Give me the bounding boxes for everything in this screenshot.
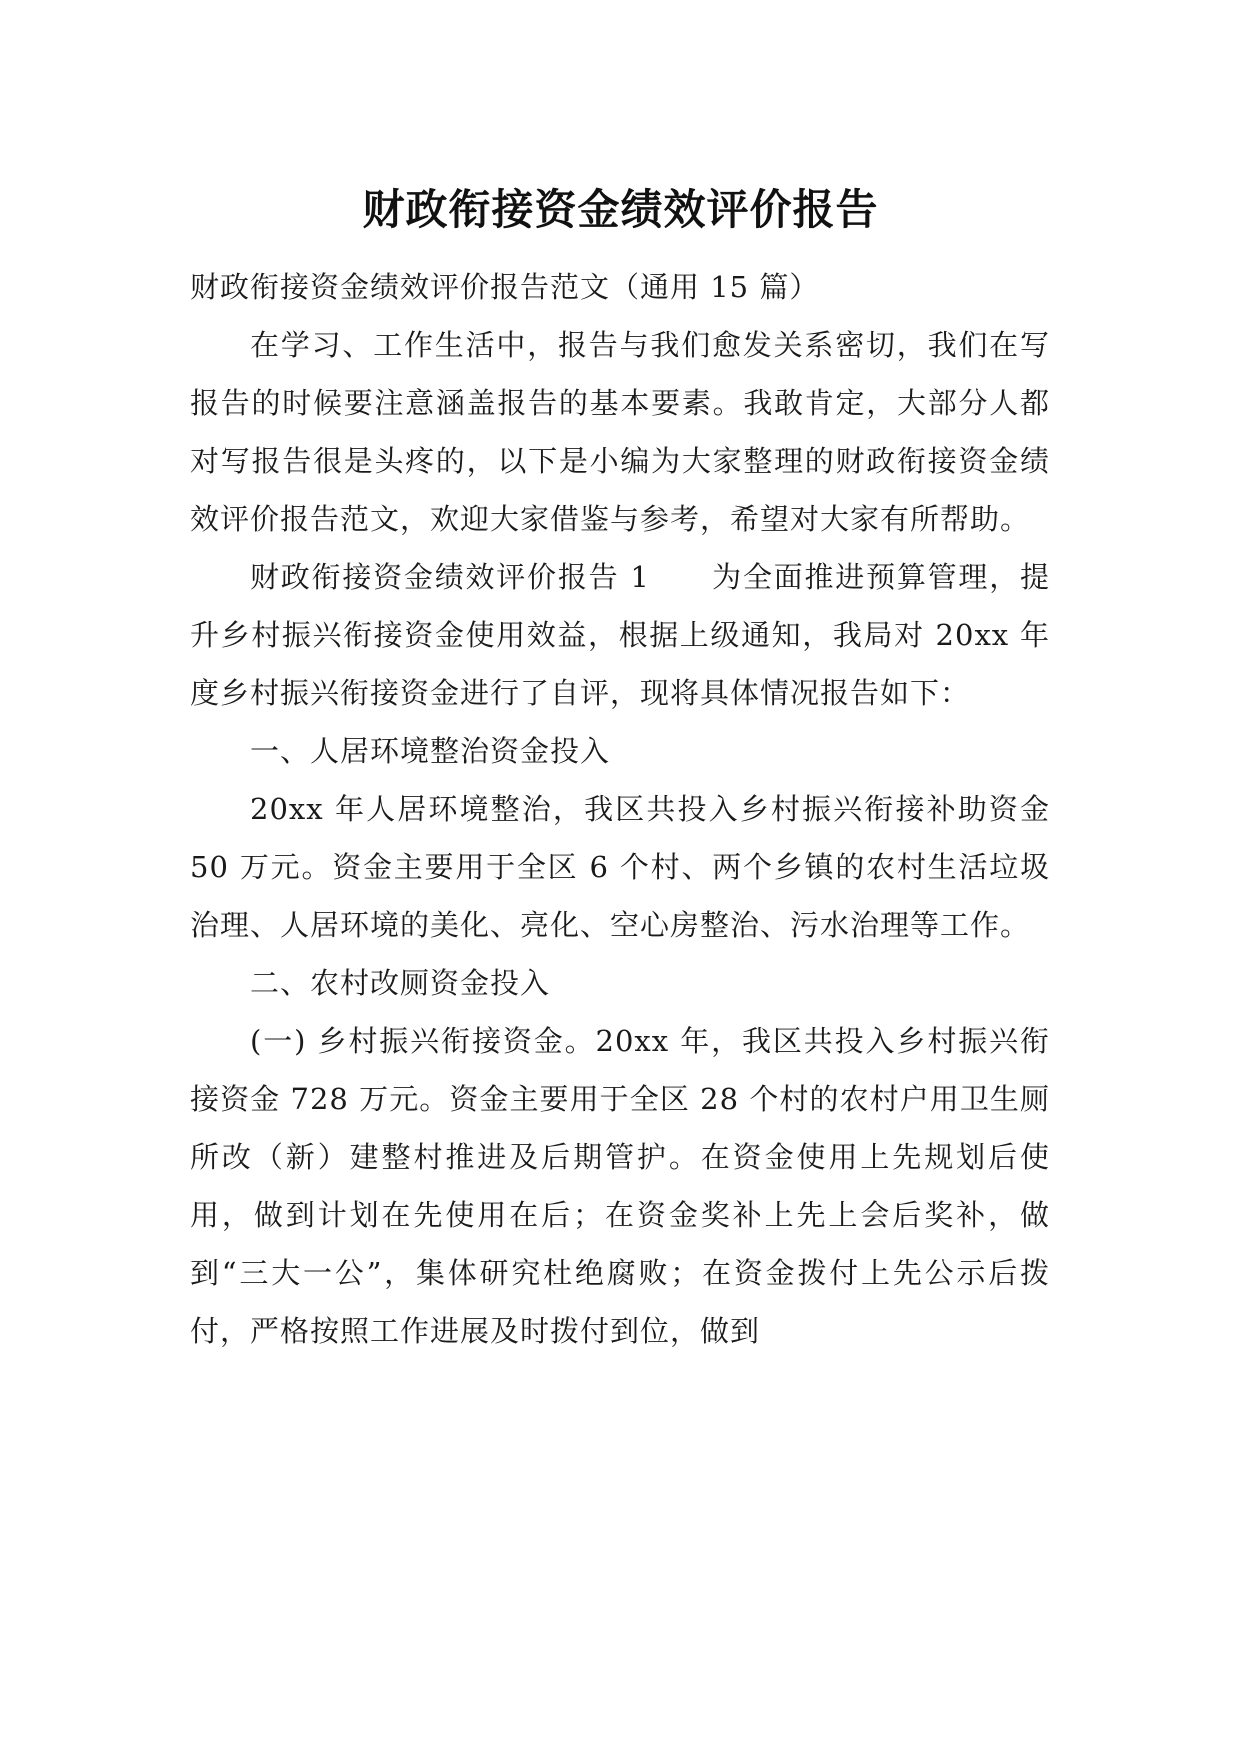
report-1-paragraph: 财政衔接资金绩效评价报告 1 为全面推进预算管理，提升乡村振兴衔接资金使用效益，根据上级通知，我局对 20xx 年度乡村振兴衔接资金进行了自评，现将具体情况报告如下：	[190, 560, 1050, 710]
document-body	[190, 258, 1050, 1360]
section-1-paragraph: 20xx 年人居环境整治，我区共投入乡村振兴衔接补助资金 50 万元。资金主要用于全区 6 个村、两个乡镇的农村生活垃圾治理、人居环境的美化、亮化、空心房整治、污水治理等工作。	[190, 792, 1050, 942]
document-title: 财政衔接资金绩效评价报告	[362, 185, 879, 235]
section-heading-1: 一、人居环境整治资金投入	[250, 734, 611, 768]
intro-paragraph: 在学习、工作生活中，报告与我们愈发关系密切，我们在写报告的时候要注意涵盖报告的基本要素。我敢肯定，大部分人都对写报告很是头疼的，以下是小编为大家整理的财政衔接资金绩效评价报告范文，欢迎大家借鉴与参考，希望对大家有所帮助。	[190, 328, 1050, 536]
section-heading-2: 二、农村改厕资金投入	[250, 966, 551, 1000]
subtitle-paragraph: 财政衔接资金绩效评价报告范文（通用 15 篇）	[190, 270, 820, 304]
section-2-paragraph: (一) 乡村振兴衔接资金。20xx 年，我区共投入乡村振兴衔接资金 728 万元。资金主要用于全区 28 个村的农村户用卫生厕所改（新）建整村推进及后期管护。在资金使用上先规划后使用，做到计划在先使用在后；在资金奖补上先上会后奖补，做到“三大一公”，集体研究杜绝腐败；在资金拨付上先公示后拨付，严格按照工作进展及时拨付到位，做到	[190, 1024, 1050, 1348]
